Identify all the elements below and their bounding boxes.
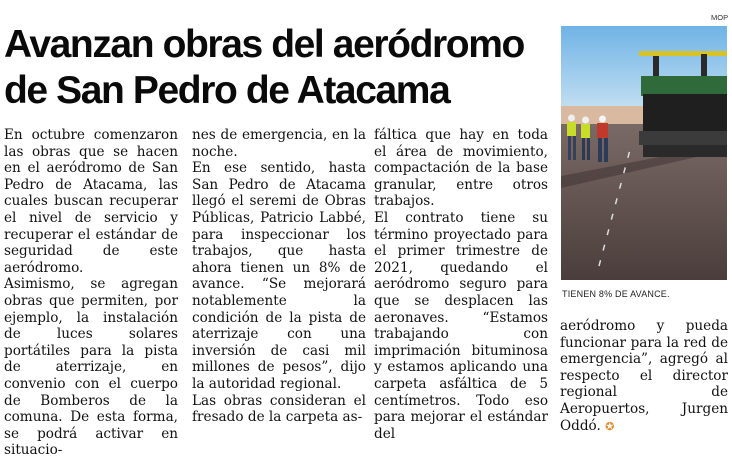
text-column-2 xyxy=(192,127,366,426)
text-column-3 xyxy=(374,127,548,442)
article-photo xyxy=(561,26,727,280)
text-column-1 xyxy=(4,127,178,459)
photo-credit: MOP xyxy=(711,13,729,22)
end-mark-icon: ✪ xyxy=(605,419,615,433)
paragraph: fáltica que hay en toda el área de movimiento, compactación de la base granular, entre otros trabajos. xyxy=(374,127,548,210)
paragraph: Asimismo, se agregan obras que permiten, por ejemplo, la instalación de luces solares portátiles para la pista de aterrizaje, en convenio con el cuerpo de Bomberos de la comuna. De esta forma, se podrá activar en situacio- xyxy=(4,276,178,459)
paragraph: nes de emergencia, en la noche. xyxy=(192,127,366,160)
text-column-4 xyxy=(560,318,728,435)
photo-caption: TIENEN 8% DE AVANCE. xyxy=(562,289,670,299)
paragraph-text: aeródromo y pueda funcionar para la red de emergencia”, agregó al respecto el director regional de Aeropuertos, Jurgen Oddó. xyxy=(560,318,728,434)
paragraph: En octubre comenzaron las obras que se hacen en el aeródromo de San Pedro de Atacama, las cuales buscan recuperar el nivel de servicio y recuperar el estándar de seguridad de este aeródromo. xyxy=(4,127,178,276)
paragraph: El contrato tiene su término proyectado para el primer trimestre de 2021, quedando el aeródromo seguro para que se desplacen las aeronaves. “Estamos trabajando con imprimación bituminosa y estamos aplicando una carpeta asfáltica de 5 centímetros. Todo eso para mejorar el estándar del xyxy=(374,209,548,442)
paragraph: En ese sentido, hasta San Pedro de Atacama llegó el seremi de Obras Públicas, Patricio Labbé, para inspeccionar los trabajos, que hasta ahora tienen un 8% de avance. “Se mejorará notablemente la condición de la pista de aterrizaje con una inversión de casi mil millones de pesos”, dijo la autoridad regional. xyxy=(192,160,366,392)
article-headline: Avanzan obras del aeródromo de San Pedro de Atacama xyxy=(4,23,524,112)
paragraph: Las obras consideran el fresado de la carpeta as- xyxy=(192,392,366,426)
paragraph xyxy=(560,318,728,435)
